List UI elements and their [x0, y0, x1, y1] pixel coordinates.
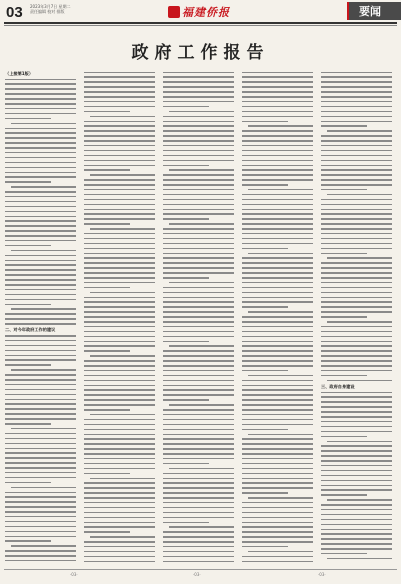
page-number: 03: [6, 4, 23, 21]
date-line-2: 责任编辑 校对 排版: [30, 9, 65, 14]
article-body: [5, 70, 396, 568]
text-line: [242, 559, 313, 564]
text-line: [321, 378, 392, 383]
text-line: [321, 556, 392, 561]
newspaper-logo: [168, 3, 238, 21]
footer-right: ·03·: [318, 572, 326, 577]
column-3: [163, 70, 234, 568]
section-subhead: 二、对今年政府工作的建议: [5, 327, 56, 333]
column-4: [242, 70, 313, 568]
section-subhead: 三、政府自身建设: [321, 384, 355, 389]
text-line: [5, 322, 76, 327]
footer-left: ·03·: [70, 572, 78, 577]
logo-emblem-icon: [168, 6, 180, 18]
header-rule-thin: [4, 25, 397, 26]
article-title: 政府工作报告: [131, 43, 270, 63]
lead-label: （上接第1版）: [5, 71, 34, 76]
logo-text: 福建侨报: [182, 6, 230, 19]
footer-rule: [4, 569, 397, 570]
masthead: [0, 0, 401, 34]
text-line: [84, 559, 155, 564]
column-1: [5, 70, 76, 568]
column-5: [321, 70, 392, 568]
text-line: [5, 558, 76, 563]
header-rule: [4, 22, 397, 24]
footer-center: ·03·: [193, 572, 201, 577]
text-line: [163, 559, 234, 564]
section-tab: [347, 2, 401, 20]
date-info: [30, 4, 90, 14]
date-line-1: 2023年3月7日 星期二: [30, 4, 71, 9]
section-label: 要闻: [359, 5, 381, 18]
page-footer: [0, 572, 401, 582]
column-2: [84, 70, 155, 568]
